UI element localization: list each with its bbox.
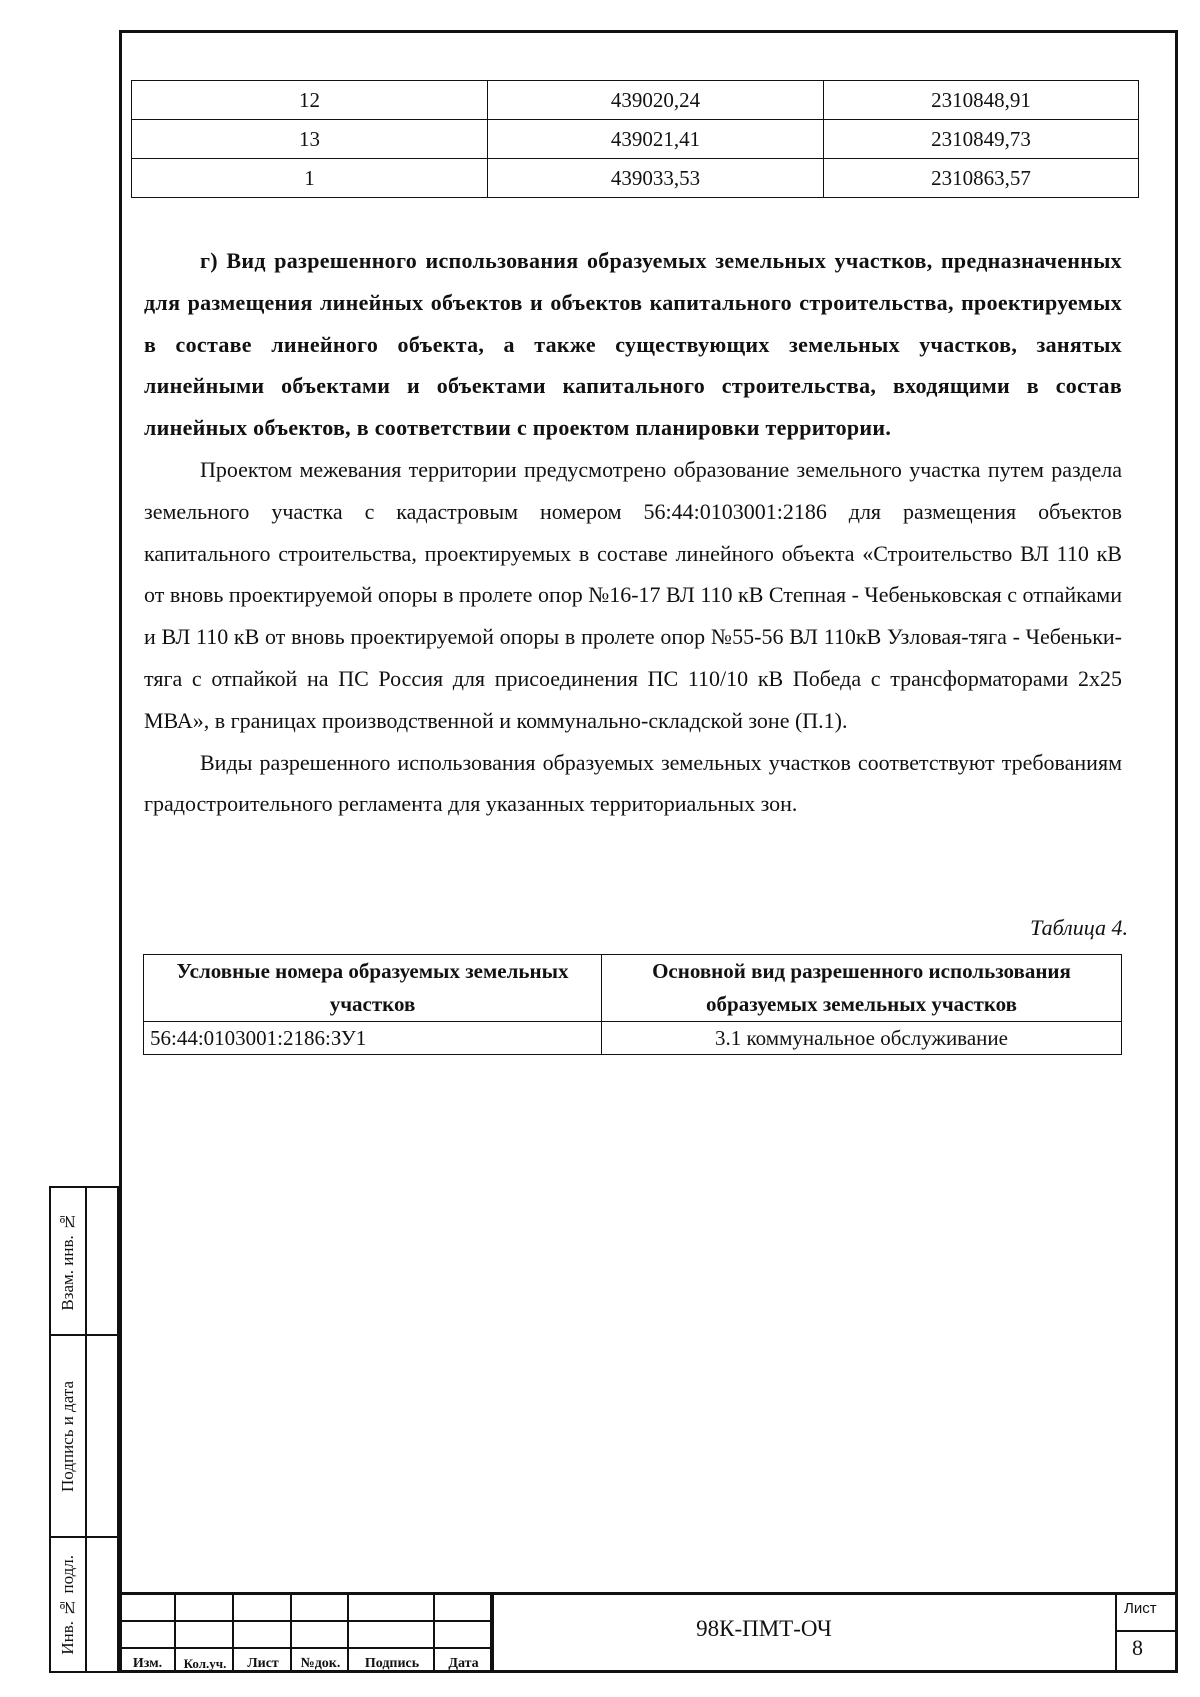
land-use-table: [143, 954, 1122, 1055]
section-heading: г) Вид разрешенного использования образуемых земельных участков, предназначенных для размещения линейных объектов и объектов капитального строительства, проектируемых в составе линейного объекта, а также существующих земельных участков, занятых линейными объектами и объектами капитального строительства, входящими в состав линейных объектов, в соответствии с проектом планировки территории.: [144, 248, 1122, 441]
column-header: Основной вид разрешенного использования образуемых земельных участков: [602, 955, 1122, 1022]
sheet-label: Лист: [1124, 1600, 1157, 1617]
coord-x: 439020,24: [488, 81, 824, 120]
coord-x: 439033,53: [488, 159, 824, 198]
side-stamp-vzam: [49, 1186, 119, 1336]
document-code: 98К-ПМТ-ОЧ: [696, 1616, 832, 1641]
point-number: 13: [132, 120, 488, 159]
coord-x: 439021,41: [488, 120, 824, 159]
side-label: Инв. № подл.: [58, 1554, 77, 1655]
sheet-number: 8: [1132, 1635, 1143, 1660]
document-body: [144, 240, 1122, 825]
point-number: 1: [132, 159, 488, 198]
point-number: 12: [132, 81, 488, 120]
coordinates-table: [131, 80, 1139, 198]
table-row: [132, 81, 1139, 120]
side-stamp-podpis: [49, 1334, 119, 1538]
side-stamp-inv: [49, 1536, 119, 1673]
coord-y: 2310848,91: [824, 81, 1139, 120]
table-row: [132, 159, 1139, 198]
table-caption: Таблица 4.: [1030, 915, 1128, 940]
parcel-number: 56:44:0103001:2186:ЗУ1: [144, 1022, 602, 1055]
coord-y: 2310863,57: [824, 159, 1139, 198]
coord-y: 2310849,73: [824, 120, 1139, 159]
paragraph: Виды разрешенного использования образуемых земельных участков соответствуют требованиям градостроительного регламента для указанных территориальных зон.: [144, 749, 1122, 817]
stamp-label-data: Дата: [448, 1656, 479, 1671]
table-header-row: [144, 955, 1122, 1022]
stamp-label-ndok: №док.: [300, 1656, 341, 1671]
permitted-use: 3.1 коммунальное обслуживание: [602, 1022, 1122, 1055]
side-label: Взам. инв. №: [58, 1211, 77, 1311]
table-row: [144, 1022, 1122, 1055]
table-row: [132, 120, 1139, 159]
side-label: Подпись и дата: [58, 1380, 77, 1492]
stamp-label-podpis: Подпись: [364, 1656, 420, 1671]
stamp-label-koluch: Кол.уч.: [183, 1656, 227, 1671]
stamp-label-list: Лист: [247, 1656, 279, 1671]
stamp-label-izm: Изм.: [132, 1656, 163, 1671]
column-header: Условные номера образуемых земельных участков: [144, 955, 602, 1022]
paragraph: Проектом межевания территории предусмотрено образование земельного участка путем раздела земельного участка с кадастровым номером 56:44:0103001:2186 для размещения объектов капитального строительства, проектируемых в составе линейного объекта «Строительство ВЛ 110 кВ от вновь проектируемой опоры в пролете опор №16-17 ВЛ 110 кВ Степная - Чебеньковская с отпайками и ВЛ 110 кВ от вновь проектируемой опоры в пролете опор №55-56 ВЛ 110кВ Узловая-тяга - Чебеньки-тяга с отпайкой на ПС Россия для присоединения ПС 110/10 кВ Победа с трансформаторами 2х25 МВА», в границах производственной и коммунально-складской зоне (П.1).: [144, 456, 1122, 733]
